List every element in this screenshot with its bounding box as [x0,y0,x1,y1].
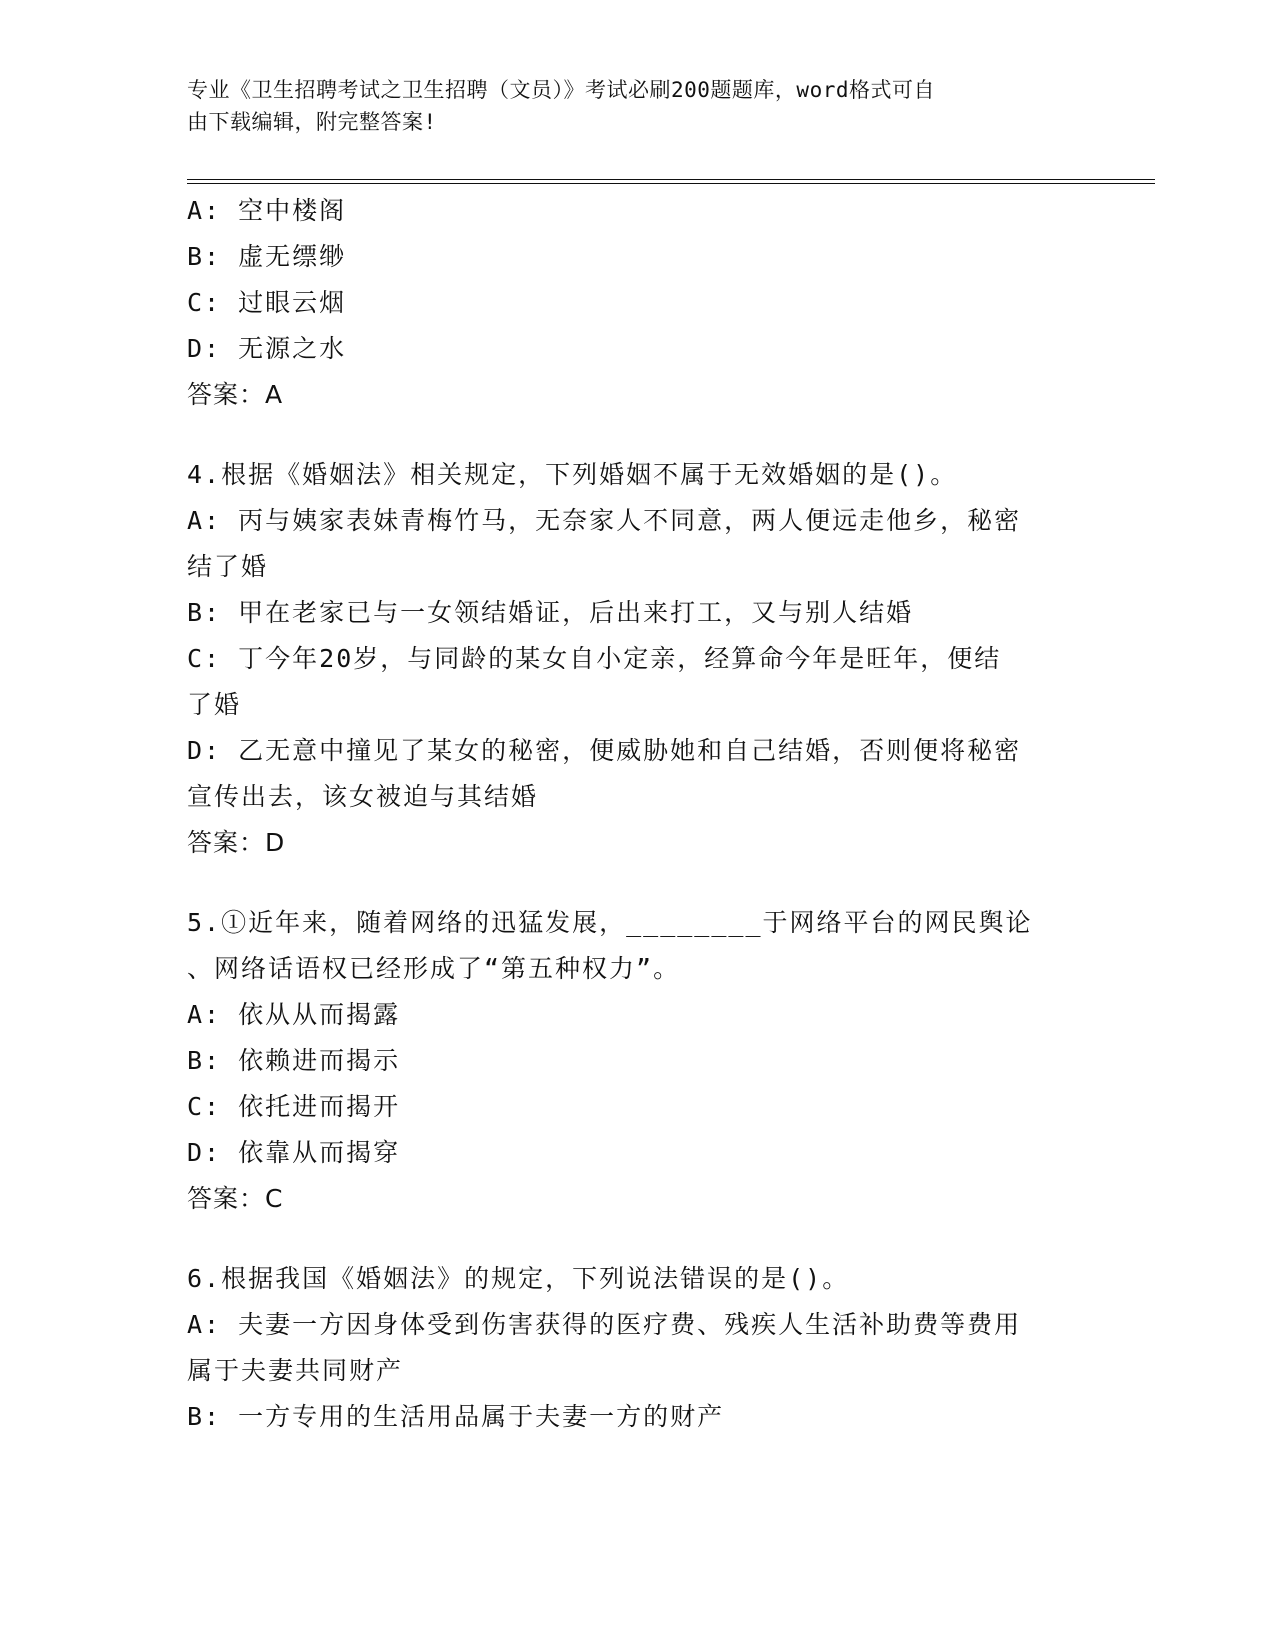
option-d: D: 依靠从而揭穿 [187,1138,401,1167]
question-text: 6.根据我国《婚姻法》的规定，下列说法错误的是()。 [187,1264,850,1293]
header-line-1: 专业《卫生招聘考试之卫生招聘（文员）》考试必刷200题题库，word格式可自 [187,78,935,102]
spacer [187,866,1087,900]
option-a: A: 空中楼阁 [187,196,347,225]
question-text: 5.①近年来，随着网络的迅猛发展，________于网络平台的网民舆论 [187,908,1033,937]
option-c-continued: 了婚 [187,690,242,719]
option-d: D: 无源之水 [187,334,347,363]
header-rule-bottom [187,183,1155,184]
answer-line: 答案：C [187,1184,284,1213]
option-c: C: 依托进而揭开 [187,1092,401,1121]
option-a: A: 夫妻一方因身体受到伤害获得的医疗费、残疾人生活补助费等费用 [187,1310,1022,1339]
question-list [187,188,1087,1440]
question-text-continued: 、网络话语权已经形成了“第五种权力”。 [187,954,681,983]
question-3-block [187,188,1087,418]
option-b: B: 一方专用的生活用品属于夫妻一方的财产 [187,1402,725,1431]
option-b: B: 甲在老家已与一女领结婚证，后出来打工，又与别人结婚 [187,598,914,627]
document-header [187,74,1067,138]
question-text: 4.根据《婚姻法》相关规定，下列婚姻不属于无效婚姻的是()。 [187,460,958,489]
option-a: A: 丙与姨家表妹青梅竹马，无奈家人不同意，两人便远走他乡，秘密 [187,506,1022,535]
answer-line: 答案：D [187,828,286,857]
question-5-block [187,900,1087,1222]
spacer [187,418,1087,452]
option-a-continued: 结了婚 [187,552,269,581]
header-line-2: 由下载编辑，附完整答案! [187,110,437,134]
option-a-continued: 属于夫妻共同财产 [187,1356,404,1385]
option-c: C: 过眼云烟 [187,288,347,317]
option-c: C: 丁今年20岁，与同龄的某女自小定亲，经算命今年是旺年，便结 [187,644,1002,673]
option-d: D: 乙无意中撞见了某女的秘密，便威胁她和自己结婚，否则便将秘密 [187,736,1022,765]
answer-line: 答案：A [187,380,284,409]
spacer [187,1222,1087,1256]
option-d-continued: 宣传出去，该女被迫与其结婚 [187,782,539,811]
header-rule-top [187,179,1155,180]
option-b: B: 虚无缥缈 [187,242,347,271]
question-4-block [187,452,1087,866]
option-a: A: 依从从而揭露 [187,1000,401,1029]
question-6-block [187,1256,1087,1440]
option-b: B: 依赖进而揭示 [187,1046,401,1075]
